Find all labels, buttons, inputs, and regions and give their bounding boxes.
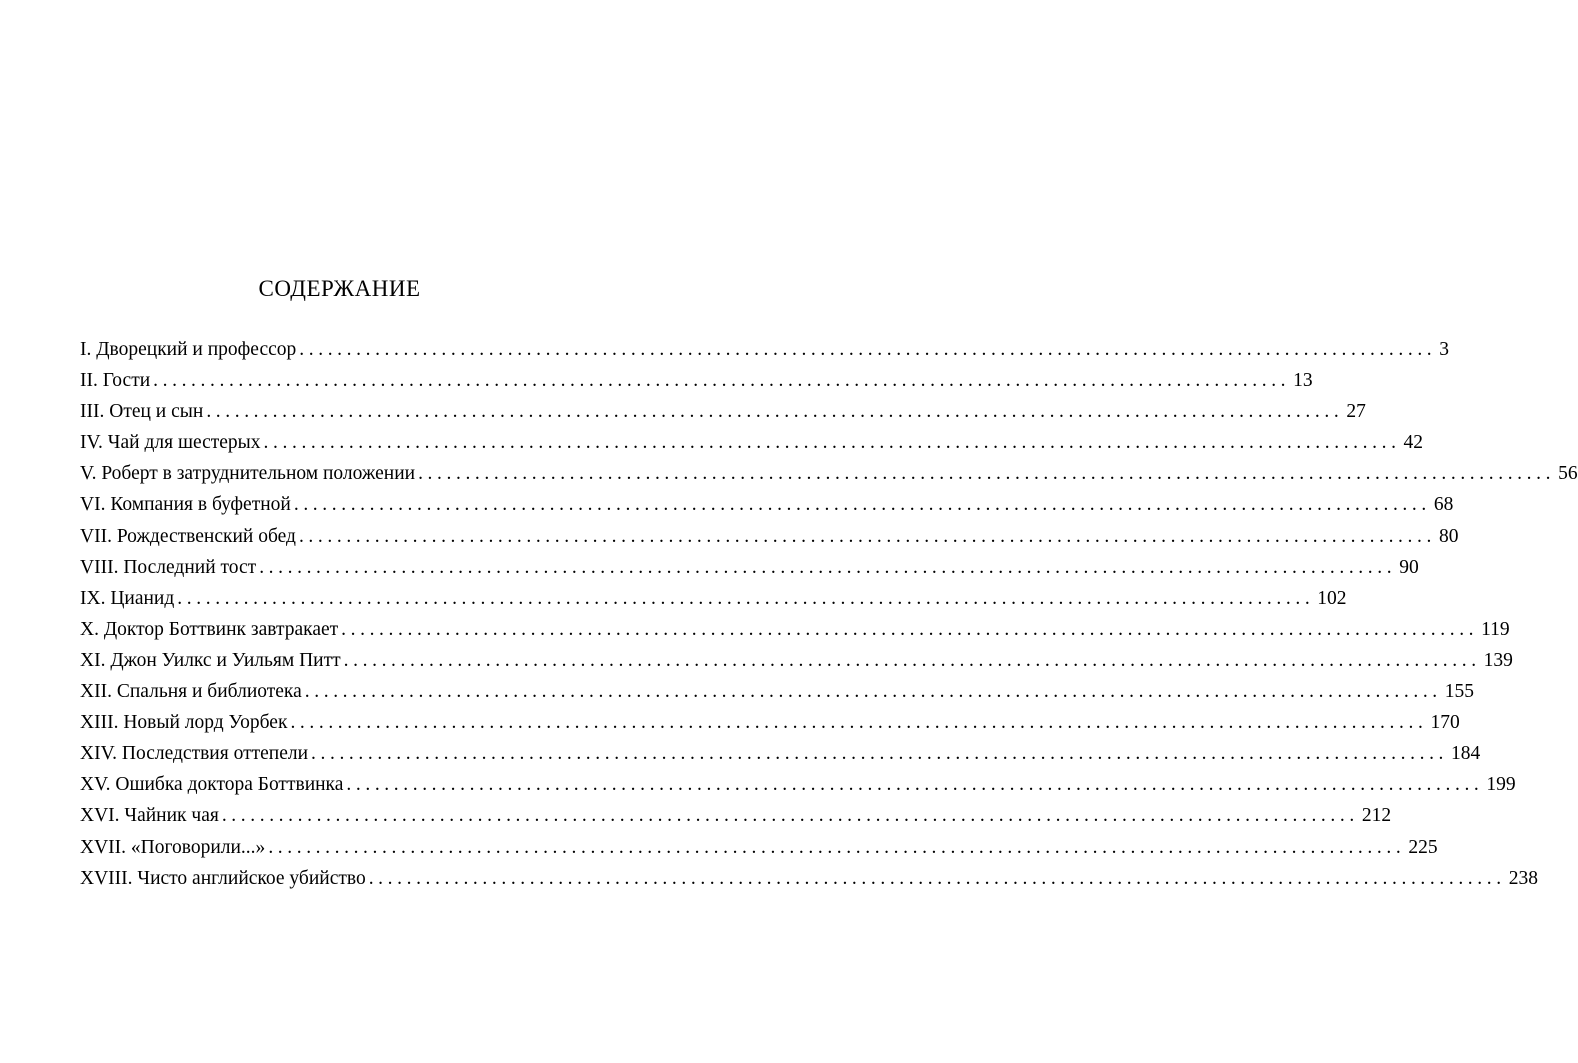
toc-leader-dots: ........................................................................................................................ [293,494,1431,516]
toc-entry[interactable] [80,334,1450,365]
toc-entry[interactable] [80,583,1347,614]
toc-leader-dots: ........................................................................................................................ [153,370,1291,392]
toc-leader-dots: ........................................................................................................................ [304,681,1442,703]
toc-entry-title: V. Роберт в затруднительном положении [80,463,416,485]
toc-leader-dots: ........................................................................................................................ [418,463,1556,485]
toc-entry[interactable] [80,738,1481,769]
toc-entry-title: I. Дворецкий и профессор [80,339,297,360]
table-of-contents [80,334,1578,894]
toc-entry-title: XIII. Новый лорд Уорбек [80,712,288,734]
toc-entry-page: 225 [1408,836,1438,858]
toc-leader-dots: ........................................................................................................................ [298,525,1436,547]
toc-entry-page: 102 [1317,587,1347,609]
toc-leader-dots: ........................................................................................................................ [343,649,1481,671]
toc-entry-title: III. Отец и сын [80,401,204,423]
toc-leader-dots: ........................................................................................................................ [268,836,1406,858]
toc-entry-title: XIV. Последствия оттепели [80,743,309,765]
toc-entry-page: 238 [1508,867,1538,889]
toc-entry[interactable] [80,832,1438,863]
page-title: СОДЕРЖАНИЕ [258,276,421,301]
toc-entry-page: 27 [1346,401,1366,423]
toc-entry-page: 68 [1433,494,1454,516]
toc-entry-page: 170 [1430,712,1460,734]
toc-entry-title: VIII. Последний тост [80,556,257,578]
toc-entry[interactable] [80,365,1313,396]
toc-entry[interactable] [80,614,1510,645]
toc-entry-page: 199 [1486,774,1516,796]
toc-entry-title: VI. Компания в буфетной [80,494,291,516]
toc-entry-page: 155 [1444,681,1475,703]
toc-entry-page: 184 [1451,743,1481,765]
toc-entry-page: 90 [1399,556,1419,578]
toc-leader-dots: ........................................................................................................................ [290,712,1428,734]
toc-entry[interactable] [80,552,1419,583]
toc-entry-title: XV. Ошибка доктора Боттвинка [80,774,344,796]
toc-leader-dots: ........................................................................................................................ [341,618,1479,640]
toc-leader-dots: ........................................................................................................................ [221,805,1359,827]
toc-entry-page: 13 [1293,370,1313,392]
toc-entry-page: 119 [1481,618,1510,640]
toc-entry-page: 56 [1558,463,1578,485]
toc-entry-title: XVI. Чайник чая [80,805,219,827]
toc-leader-dots: ........................................................................................................................ [206,401,1344,423]
toc-leader-dots: ........................................................................................................................ [311,743,1449,765]
toc-entry-title: XII. Спальня и библиотека [80,681,302,703]
toc-entry[interactable] [80,427,1424,458]
toc-entry[interactable] [80,396,1366,427]
toc-entry-page: 3 [1439,339,1450,360]
toc-entry[interactable] [80,645,1513,676]
toc-entry[interactable] [80,458,1578,489]
toc-entry[interactable] [80,800,1392,831]
toc-entry-title: X. Доктор Боттвинк завтракает [80,618,339,640]
toc-entry-title: II. Гости [80,370,151,392]
toc-entry-page: 212 [1361,805,1392,827]
toc-entry-title: IV. Чай для шестерых [80,432,261,454]
toc-entry[interactable] [80,676,1475,707]
toc-leader-dots: ........................................................................................................................ [259,556,1397,578]
toc-leader-dots: ........................................................................................................................ [263,432,1401,454]
toc-entry-page: 42 [1403,432,1424,454]
toc-leader-dots: ........................................................................................................................ [368,867,1506,889]
toc-entry[interactable] [80,489,1454,520]
toc-leader-dots: ........................................................................................................................ [346,774,1484,796]
toc-entry-title: VII. Рождественский обед [80,525,296,547]
toc-entry-title: XVII. «Поговорили...» [80,836,266,858]
toc-leader-dots: ........................................................................................................................ [299,339,1437,360]
toc-entry[interactable] [80,521,1459,552]
toc-entry[interactable] [80,769,1516,800]
toc-entry-title: XVIII. Чисто английское убийство [80,867,366,889]
toc-entry[interactable] [80,863,1538,894]
toc-entry-page: 139 [1483,649,1513,671]
toc-leader-dots: ........................................................................................................................ [177,587,1315,609]
toc-entry[interactable] [80,707,1460,738]
toc-entry-title: XI. Джон Уилкс и Уильям Питт [80,649,341,671]
toc-entry-page: 80 [1438,525,1459,547]
toc-entry-title: IX. Цианид [80,587,175,609]
